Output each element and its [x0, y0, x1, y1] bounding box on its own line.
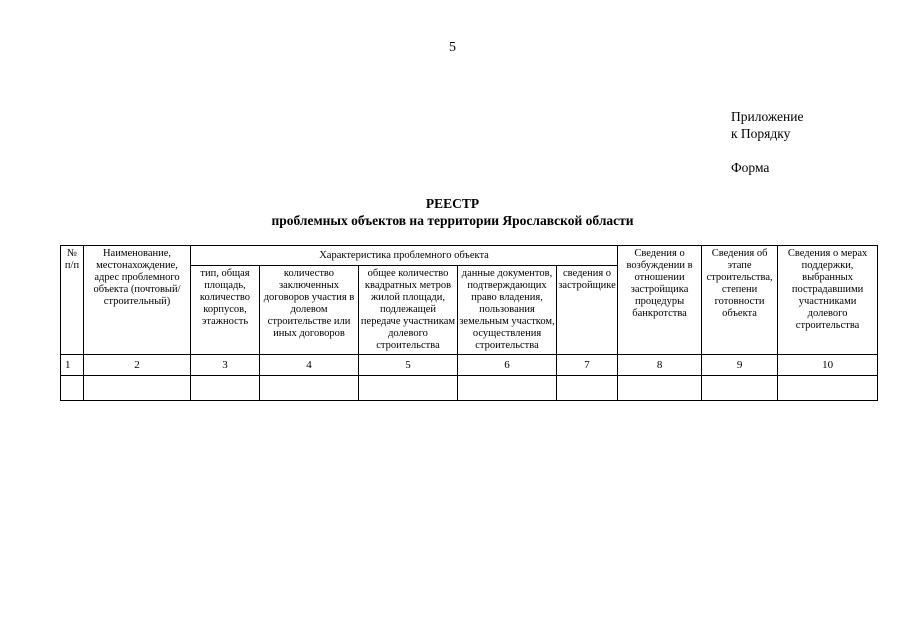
column-number: 10 [778, 355, 878, 376]
empty-cell [458, 376, 557, 401]
column-number: 1 [61, 355, 84, 376]
subheader-type-area: тип, общая площадь, количество корпусов, этажность [191, 266, 260, 355]
empty-cell [61, 376, 84, 401]
subheader-contracts: количество заключенных договоров участия в долевом строительстве или иных договоров [260, 266, 359, 355]
header-stage: Сведения об этапе строительства, степени готовности объекта [702, 246, 778, 355]
title-line-2: проблемных объектов на территории Ярославской области [271, 213, 634, 228]
column-number: 3 [191, 355, 260, 376]
column-number: 5 [359, 355, 458, 376]
document-title [0, 195, 905, 229]
column-number: 4 [260, 355, 359, 376]
appendix-note [731, 108, 803, 176]
appendix-line-1: Приложение [731, 109, 804, 124]
column-number: 7 [557, 355, 618, 376]
empty-cell [260, 376, 359, 401]
appendix-line-2: к Порядку [731, 126, 791, 141]
registry-table [60, 245, 878, 401]
subheader-developer: сведения о застройщике [557, 266, 618, 355]
empty-cell [84, 376, 191, 401]
empty-data-row [61, 376, 878, 401]
column-number: 2 [84, 355, 191, 376]
header-support: Сведения о мерах поддержки, выбранных пострадавшими участниками долевого строительства [778, 246, 878, 355]
column-number: 8 [618, 355, 702, 376]
header-bankruptcy: Сведения о возбуждении в отношении застройщика процедуры банкротства [618, 246, 702, 355]
subheader-land-documents: данные документов, подтверждающих право владения, пользования земельным участком, осуществления строительства [458, 266, 557, 355]
header-name: Наименование, местонахождение, адрес проблемного объекта (почтовый/ строительный) [84, 246, 191, 355]
header-row [61, 246, 878, 266]
header-characteristic: Характеристика проблемного объекта [191, 246, 618, 266]
column-number: 9 [702, 355, 778, 376]
empty-cell [702, 376, 778, 401]
empty-cell [618, 376, 702, 401]
title-line-1: РЕЕСТР [425, 196, 480, 211]
header-num: № п/п [61, 246, 84, 355]
subheader-square-meters: общее количество квадратных метров жилой площади, подлежащей передаче участникам долевого строительства [359, 266, 458, 355]
column-number-row [61, 355, 878, 376]
column-number: 6 [458, 355, 557, 376]
form-label: Форма [731, 160, 770, 175]
empty-cell [778, 376, 878, 401]
empty-cell [359, 376, 458, 401]
page-number: 5 [449, 40, 456, 55]
empty-cell [191, 376, 260, 401]
empty-cell [557, 376, 618, 401]
